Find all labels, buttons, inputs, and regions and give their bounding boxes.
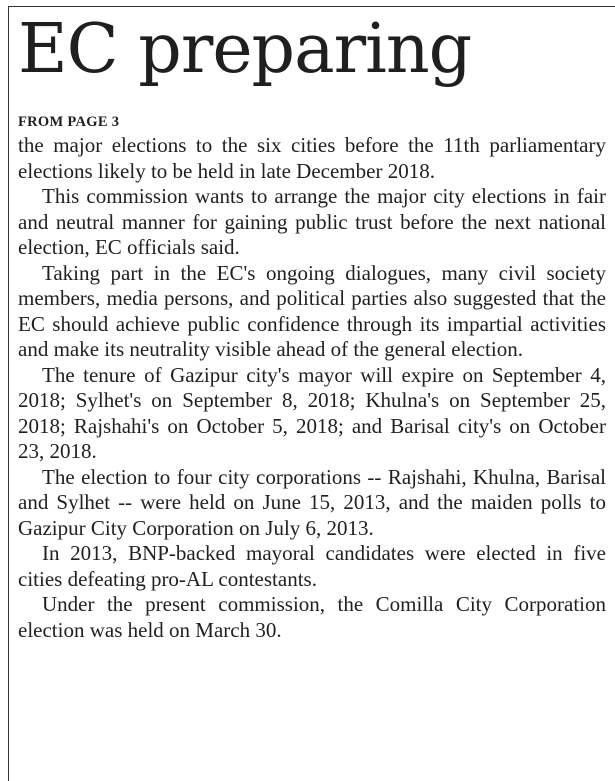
continuation-kicker: FROM PAGE 3 bbox=[18, 114, 120, 130]
paragraph-5: The election to four city corporations -- Rajshahi, Khulna, Barisal and Sylhet -- were held on June 15, 2013, and the maiden polls to Gazipur City Corporation on July 6, 2013. bbox=[18, 464, 606, 540]
paragraph-4: The tenure of Gazipur city's mayor will expire on September 4, 2018; Sylhet's on September 8, 2018; Khulna's on September 25, 2018; Rajshahi's on October 5, 2018; and Barisal city's on October 23, 2018. bbox=[18, 362, 606, 463]
paragraph-6: In 2013, BNP-backed mayoral candidates were elected in five cities defeating pro-AL contestants. bbox=[18, 541, 606, 591]
paragraph-3: Taking part in the EC's ongoing dialogues, many civil society members, media persons, and political parties also suggested that the EC should achieve public confidence through its impartial activities and make its neutrality visible ahead of the general election. bbox=[18, 260, 606, 361]
article-body bbox=[18, 133, 606, 643]
paragraph-1: the major elections to the six cities before the 11th parliamentary elections likely to be held in late December 2018. bbox=[18, 133, 606, 183]
paragraph-2: This commission wants to arrange the major city elections in fair and neutral manner for gaining public trust before the next national election, EC officials said. bbox=[18, 184, 606, 259]
paragraph-7: Under the present commission, the Comilla City Corporation election was held on March 30. bbox=[18, 592, 606, 642]
headline: EC preparing bbox=[18, 10, 472, 89]
left-border-rule bbox=[8, 6, 9, 781]
top-border-rule bbox=[8, 6, 615, 7]
